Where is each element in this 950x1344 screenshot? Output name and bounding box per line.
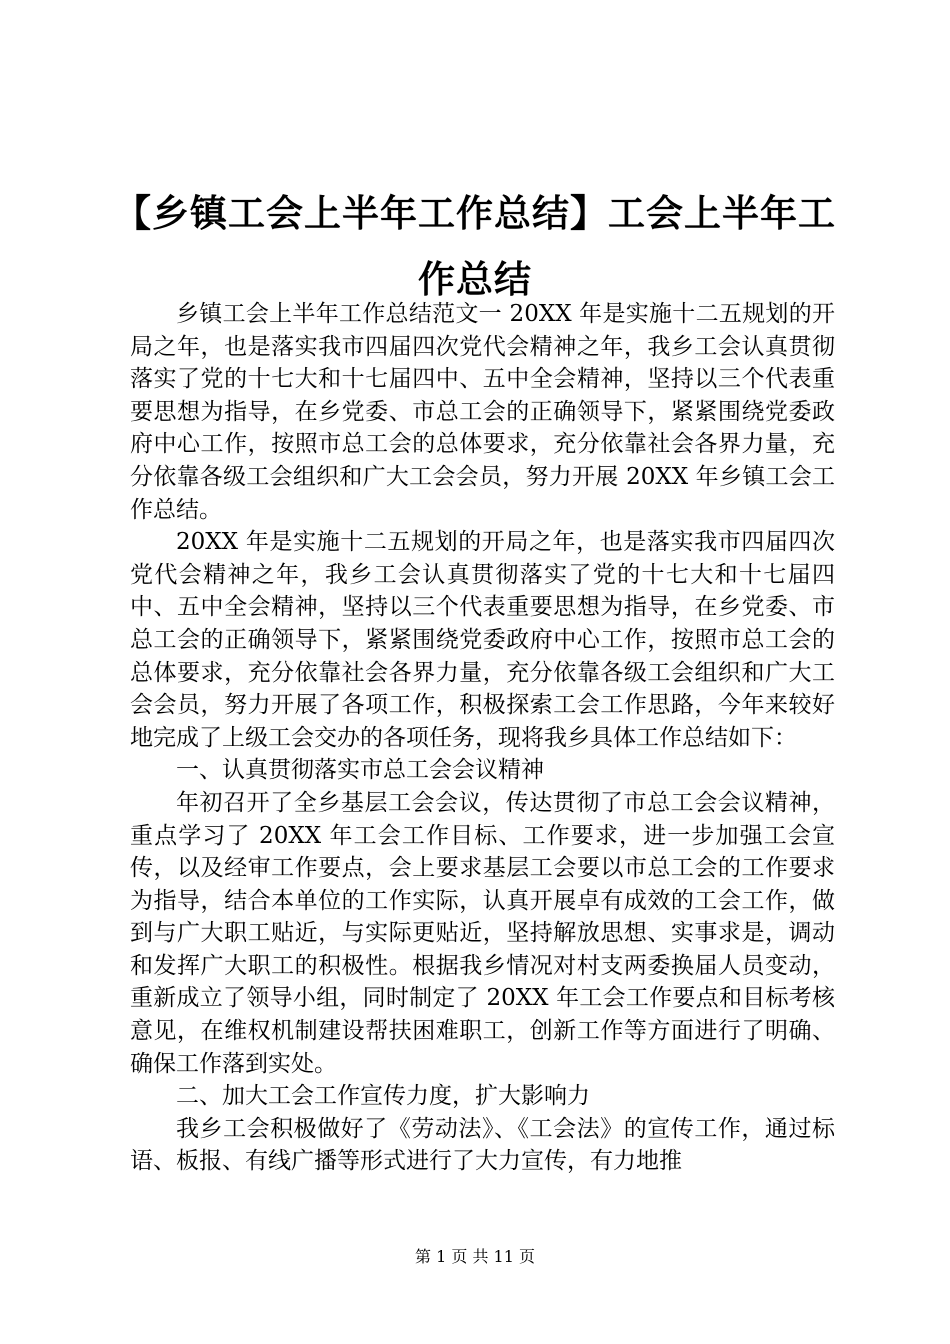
- paragraph-section-1: 年初召开了全乡基层工会会议，传达贯彻了市总工会会议精神，重点学习了 20XX 年工会工作目标、工作要求，进一步加强工会宣传，以及经审工作要点，会上要求基层工会要以市总工会的工作要求为指导，结合本单位的工作实际，认真开展卓有成效的工会工作，做到与广大职工贴近，与实际更贴近，坚持解放思想、实事求是，调动和发挥广大职工的积极性。根据我乡情况对村支两委换届人员变动，重新成立了领导小组，同时制定了 20XX 年工会工作要点和目标考核意见，在维权机制建设帮扶困难职工，创新工作等方面进行了明确、确保工作落到实处。: [130, 789, 835, 1077]
- paragraph-overview: 20XX 年是实施十二五规划的开局之年，也是落实我市四届四次党代会精神之年，我乡工会认真贯彻落实了党的十七大和十七届四中、五中全会精神，坚持以三个代表重要思想为指导，在乡党委、市总工会的正确领导下，紧紧围绕党委政府中心工作，按照市总工会的总体要求，充分依靠社会各界力量，充分依靠各级工会组织和广大工会会员，努力开展了各项工作，积极探索工会工作思路，今年来较好地完成了上级工会交办的各项任务，现将我乡具体工作总结如下：: [130, 529, 835, 751]
- paragraph-section-2: 我乡工会积极做好了《劳动法》、《工会法》的宣传工作，通过标语、板报、有线广播等形式进行了大力宣传，有力地推: [130, 1115, 835, 1175]
- section-heading-2: 二、加大工会工作宣传力度，扩大影响力: [176, 1083, 590, 1110]
- paragraph-intro: 乡镇工会上半年工作总结范文一 20XX 年是实施十二五规划的开局之年，也是落实我市四届四次党代会精神之年，我乡工会认真贯彻落实了党的十七大和十七届四中、五中全会精神，坚持以三个代表重要思想为指导，在乡党委、市总工会的正确领导下，紧紧围绕党委政府中心工作，按照市总工会的总体要求，充分依靠社会各界力量，充分依靠各级工会组织和广大工会会员，努力开展 20XX 年乡镇工会工作总结。: [130, 301, 835, 523]
- section-heading-1: 一、认真贯彻落实市总工会会议精神: [176, 757, 544, 784]
- document-body: [130, 298, 835, 1178]
- document-title: 【乡镇工会上半年工作总结】工会上半年工作总结: [114, 191, 836, 301]
- page-footer: 第 1 页 共 11 页: [415, 1247, 535, 1266]
